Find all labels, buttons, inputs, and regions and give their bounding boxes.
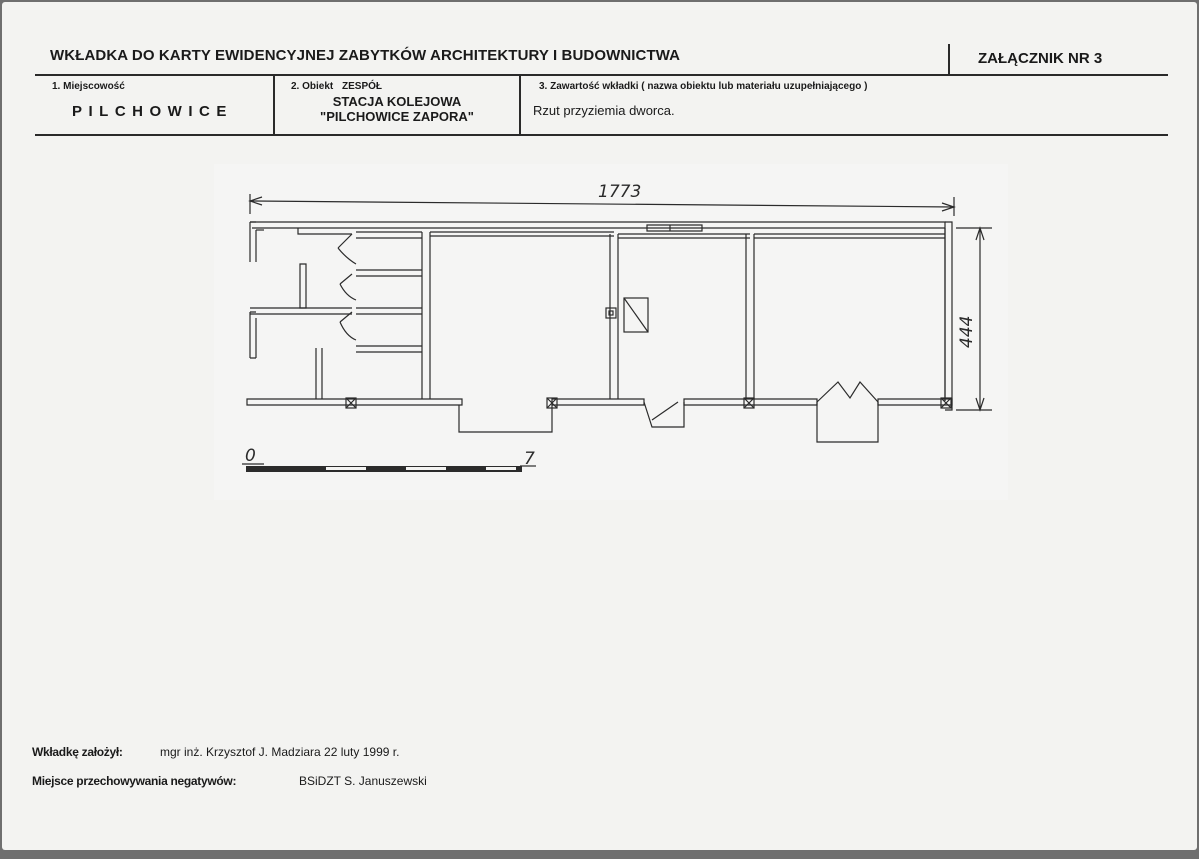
outer-wall-top [250, 222, 945, 401]
storage-value: BSiDZT S. Januszewski [299, 774, 427, 788]
place-label: 1. Miejscowość [52, 81, 125, 92]
stove-diagonal [624, 298, 648, 332]
wall-stub-vertical [300, 264, 306, 308]
outer-wall-left-lower [250, 312, 256, 358]
card-title: WKŁADKA DO KARTY EWIDENCYJNEJ ZABYTKÓW ARCHITEKTURY I BUDOWNICTWA [50, 47, 681, 64]
record-card [2, 2, 1197, 850]
scale-bar [242, 464, 536, 472]
wall-vertical-small [316, 348, 322, 399]
scale-end-text: 7 [524, 449, 535, 469]
place-value: PILCHOWICE [72, 103, 233, 120]
waiting-top-inner [754, 234, 945, 238]
storage-label: Miejsce przechowywania negatywów: [32, 774, 237, 788]
entrance-porch-right [817, 402, 878, 442]
founder-value: mgr inż. Krzysztof J. Madziara 22 luty 1999 r. [160, 745, 400, 759]
wall-horizontal-1 [250, 308, 352, 314]
partition-wall-2 [610, 234, 618, 399]
partition-wall-1 [422, 232, 430, 399]
cubicle-wall-2 [356, 270, 422, 276]
cubicle-wall-1 [356, 232, 422, 238]
bottom-wall-middle [552, 399, 644, 405]
content-value: Rzut przyziemia dworca. [533, 103, 675, 118]
wall-top-inner [298, 228, 352, 234]
hall-top-inner [430, 232, 614, 236]
annex-outline [459, 405, 552, 432]
height-dimension-text: 444 [957, 315, 977, 348]
room-top-inner [618, 234, 750, 238]
object-name-line1: STACJA KOLEJOWA [332, 94, 462, 109]
scale-start-text: 0 [245, 446, 256, 466]
outer-wall-right [945, 222, 952, 410]
chimney-inner [609, 311, 613, 315]
partition-wall-3 [746, 234, 754, 399]
entrance-step-middle [644, 402, 684, 427]
chimney [606, 308, 616, 318]
entrance-door-double [817, 382, 878, 402]
content-label: 3. Zawartość wkładki ( nazwa obiektu lub materiału uzupełniającego ) [539, 81, 868, 92]
object-name-line2: "PILCHOWICE ZAPORA" [320, 109, 474, 124]
floor-plan [2, 2, 1197, 850]
cubicle-door-arcs [338, 248, 356, 340]
cubicle-doors [338, 234, 352, 322]
cubicle-wall-3 [356, 308, 422, 314]
width-dimension-text: 1773 [598, 182, 642, 202]
cubicle-wall-4 [356, 346, 422, 352]
attachment-number: ZAŁĄCZNIK NR 3 [978, 50, 1103, 67]
object-type: ZESPÓŁ [342, 81, 383, 92]
object-label-text: 2. Obiekt [291, 81, 334, 92]
founder-label: Wkładkę założył: [32, 745, 123, 759]
entrance-door-swing [652, 402, 678, 420]
